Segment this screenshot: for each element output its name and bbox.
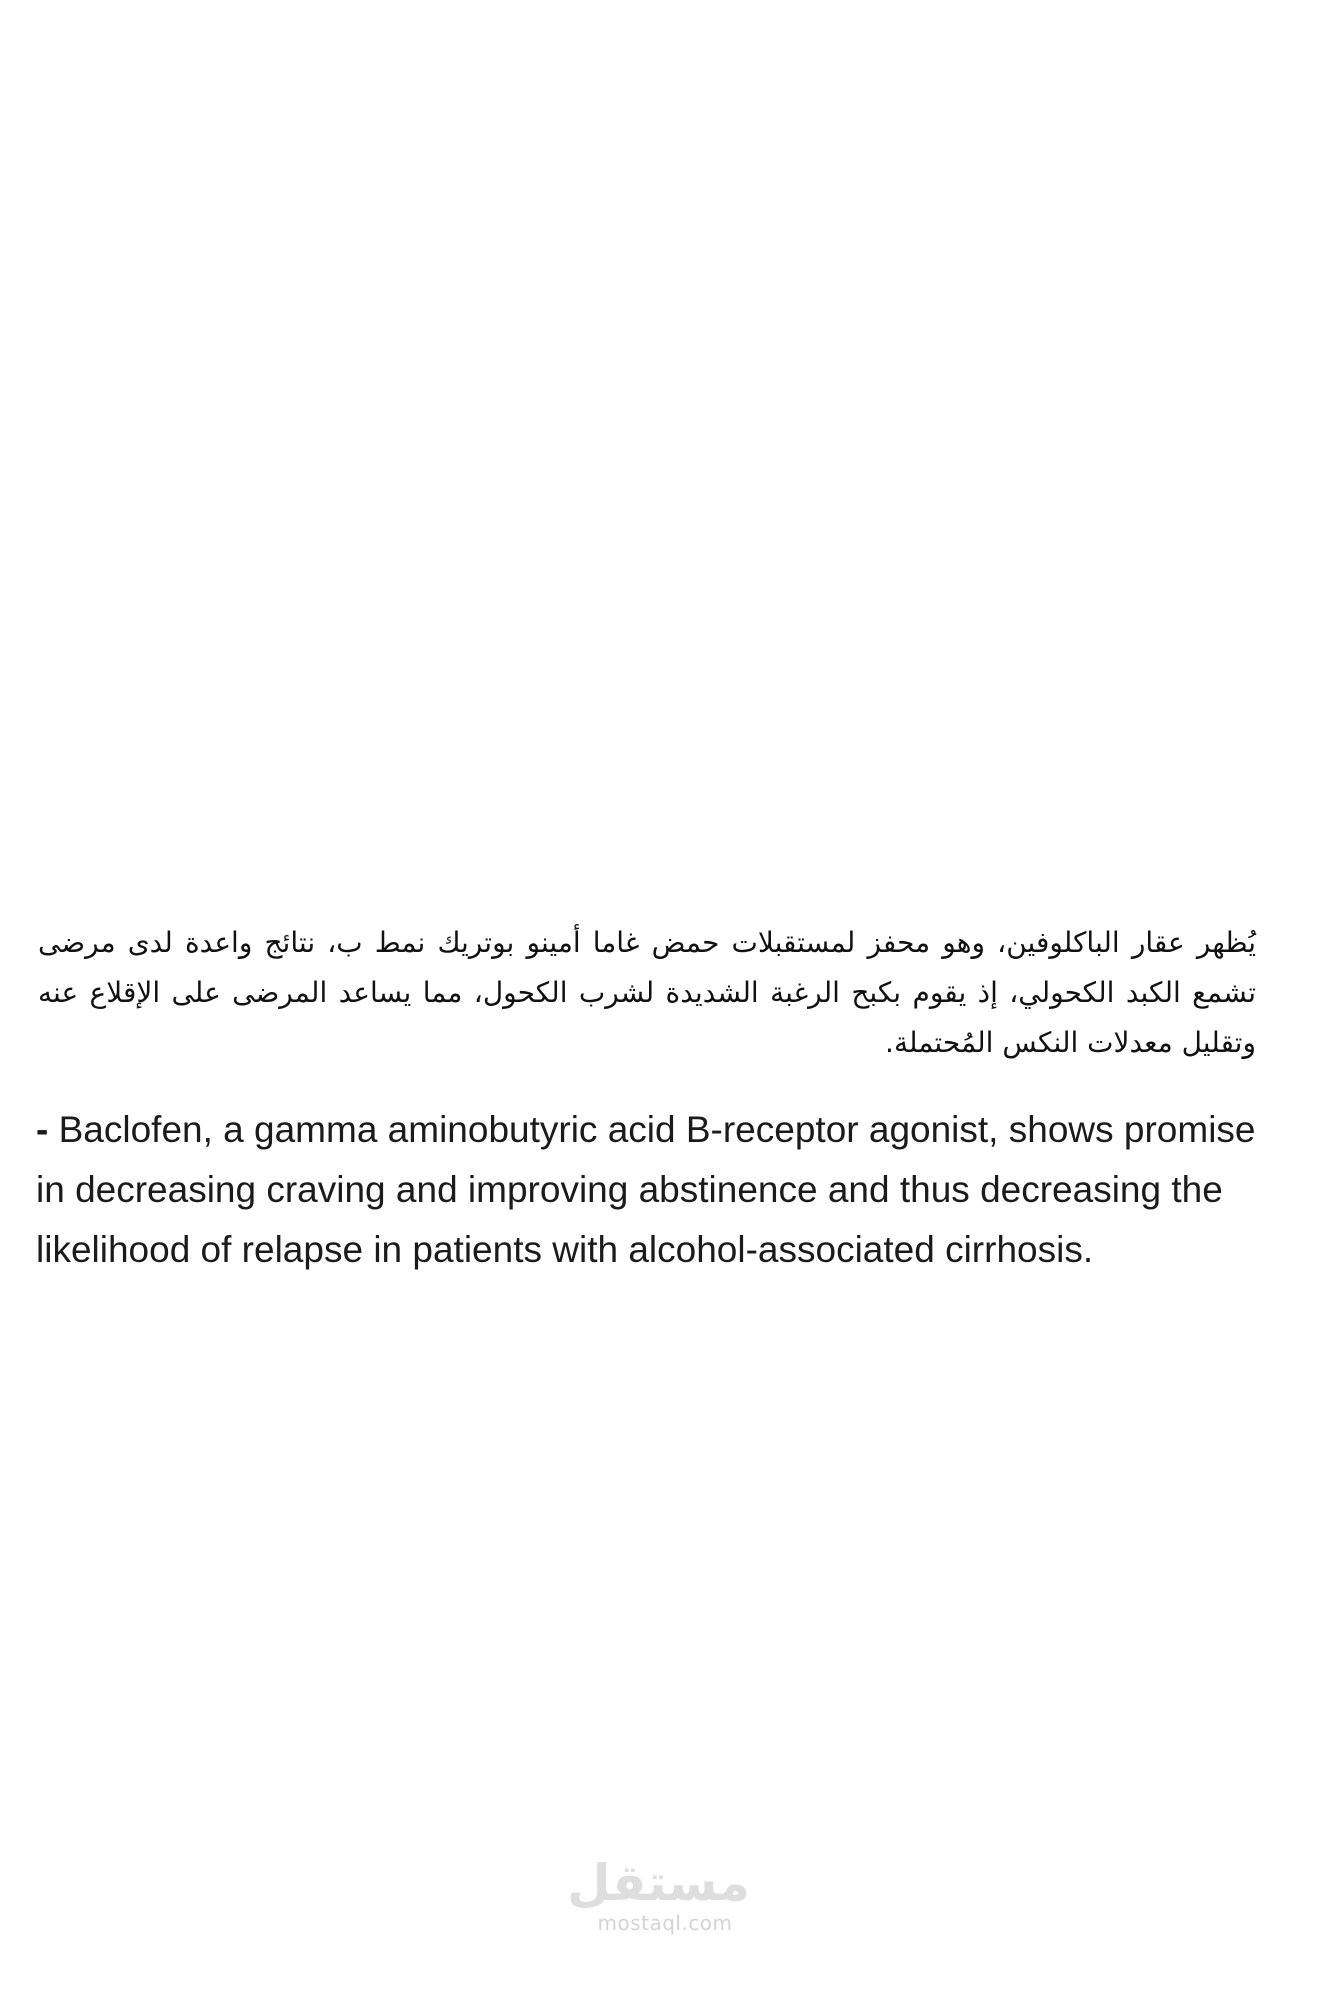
watermark-url: mostaql.com	[597, 1911, 733, 1935]
watermark	[567, 1854, 750, 1935]
bullet-dash: -	[36, 1109, 49, 1150]
english-paragraph-text: Baclofen, a gamma aminobutyric acid B-receptor agonist, shows promise in decreasing craving and improving abstinence and thus decreasing the likelihood of relapse in patients with alcohol-associated cirrhosis.	[36, 1109, 1256, 1270]
arabic-paragraph: يُظهر عقار الباكلوفين، وهو محفز لمستقبلات حمض غاما أمينو بوتريك نمط ب، نتائج واعدة لدى مرضى تشمع الكبد الكحولي، إذ يقوم بكبح الرغبة الشديدة لشرب الكحول، مما يساعد المرضى على الإقلاع عنه وتقليل معدلات النكس المُحتملة.	[38, 926, 1256, 1059]
watermark-logo: مستقل	[567, 1854, 750, 1912]
english-paragraph	[36, 1100, 1276, 1280]
